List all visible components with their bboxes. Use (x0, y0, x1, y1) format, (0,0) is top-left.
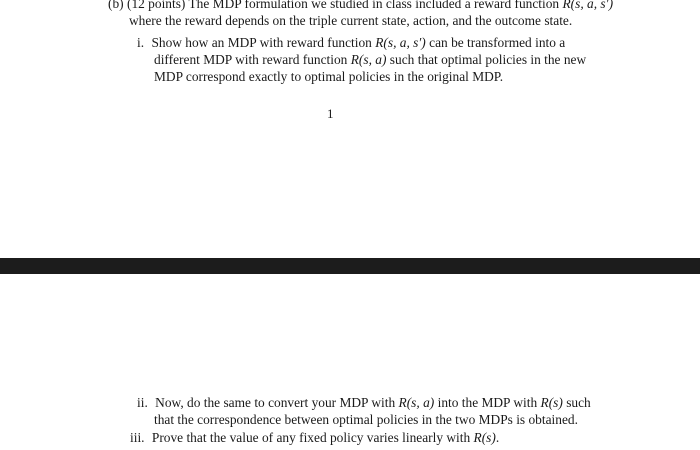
reward-sas-math: R(s, a, s′) (562, 0, 614, 11)
part-b-text: The MDP formulation we studied in class included a reward function (188, 0, 560, 11)
item-i-text-d: such that optimal policies in the new (389, 52, 587, 67)
item-i-text-b: can be transformed into a (429, 35, 566, 50)
item-iii-text-a: Prove that the value of any fixed policy varies linearly with (151, 430, 471, 445)
item-i-line-2 (154, 52, 586, 68)
item-ii-text-b: into the MDP with (437, 395, 538, 410)
item-ii-label: ii. (137, 395, 148, 410)
item-i-text-c: different MDP with reward function (154, 52, 348, 67)
item-iii-label: iii. (130, 430, 145, 445)
item-iii-math: R(s) (473, 430, 496, 445)
part-b-line-1 (108, 0, 613, 12)
item-iii-period: . (495, 430, 500, 445)
item-i-math-2: R(s, a) (350, 52, 387, 67)
part-b-points: (12 points) (126, 0, 186, 11)
item-ii-line-2: that the correspondence between optimal policies in the two MDPs is obtained. (154, 412, 578, 427)
item-ii-text-c: such (566, 395, 591, 410)
item-ii-math-1: R(s, a) (398, 395, 435, 410)
part-b-label: (b) (108, 0, 124, 11)
item-i-line-3: MDP correspond exactly to optimal policies in the original MDP. (154, 69, 504, 84)
item-ii-text-a: Now, do the same to convert your MDP with (155, 395, 396, 410)
item-ii-math-2: R(s) (540, 395, 563, 410)
item-i-math-1: R(s, a, s′) (375, 35, 426, 50)
item-i-line-1 (137, 35, 565, 51)
item-iii-line (130, 430, 499, 446)
part-b-line-2: where the reward depends on the triple current state, action, and the outcome state. (129, 13, 573, 28)
item-i-label: i. (137, 35, 145, 50)
page-separator-bar (0, 258, 700, 274)
document-page-bottom (0, 274, 700, 450)
item-i-text-a: Show how an MDP with reward function (151, 35, 372, 50)
item-ii-line-1 (137, 395, 591, 411)
page-number: 1 (327, 106, 334, 121)
